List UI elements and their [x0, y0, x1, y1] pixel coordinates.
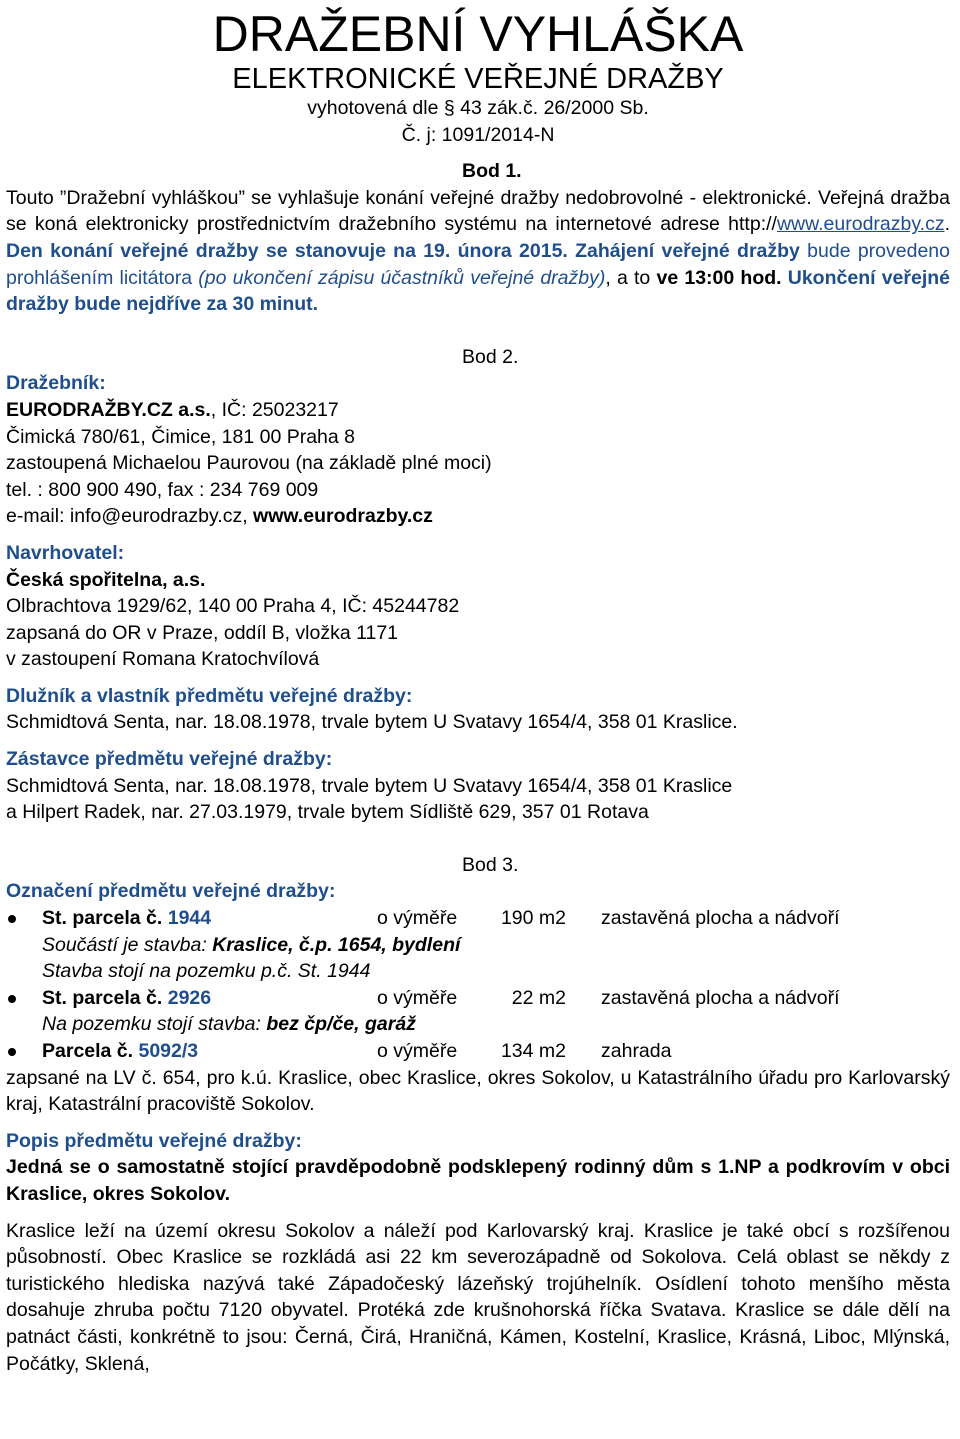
drazebnik-label: Dražebník: [6, 372, 106, 395]
building-note: Součástí je stavba: Kraslice, č.p. 1654, bydlení [42, 933, 461, 956]
navrhovatel-name: Česká spořitelna, a.s. [6, 568, 206, 591]
parcel-number: 2926 [162, 986, 212, 1009]
list-item: Parcela č. 5092/3 o výměře 134 m2 zahrada [6, 1038, 950, 1065]
navrhovatel-registration: zapsaná do OR v Praze, oddíl B, vložka 1171 [6, 621, 399, 644]
drazebnik-name-line: EURODRAŽBY.CZ a.s., IČ: 25023217 [6, 398, 339, 421]
parcel-area: 190 m2 [500, 907, 566, 930]
popis-description: Kraslice leží na území okresu Sokolov a náleží pod Karlovarský kraj. Kraslice je také obcí s rozšířenou působností. Obec Kraslice se rozkládá asi 22 km severozápadně od Sokolova. Celá oblast se někdy z turistického hlediska nazývá také Západočeský lázeňský trojúhelník. Osídlení tohoto menšího města dosahuje zhruba počtu 7120 obyvatel. Protéká zde krušnohorská říčka Svatava. Kraslice se dále dělí na patnáct části, konkrétně to jsou: Černá, Čirá, Hraničná, Kámen, Kostelní, Kraslice, Krásná, Liboc, Mlýnská, Počátky, Sklená, [6, 1219, 950, 1375]
popis-label: Popis předmětu veřejné dražby: [6, 1129, 302, 1152]
case-number: Č. j: 1091/2014-N [401, 123, 555, 146]
list-item: St. parcela č. 1944 o výměře 190 m2 zastavěná plocha a nádvoří [6, 905, 950, 932]
navrhovatel-label: Navrhovatel: [6, 541, 125, 564]
popis-summary: Jedná se o samostatně stojící pravděpodobně podsklepený rodinný dům s 1.NP a podkrovím v obci Kraslice, okres Sokolov. [6, 1156, 950, 1205]
parcel-number: 1944 [162, 907, 212, 930]
document-subtitle: ELEKTRONICKÉ VEŘEJNÉ DRAŽBY [232, 63, 724, 95]
dluznik-text: Schmidtová Senta, nar. 18.08.1978, trvale bytem U Svatavy 1654/4, 358 01 Kraslice. [6, 711, 738, 734]
land-registry-text: zapsané na LV č. 654, pro k.ú. Kraslice, obec Kraslice, okres Sokolov, u Katastrálního úřadu pro Karlovarský kraj, Katastrální pracoviště Sokolov. [6, 1066, 950, 1116]
bod-1-heading: Bod 1. [462, 160, 522, 183]
auction-time: ve 13:00 hod. [656, 266, 782, 289]
auction-start-label: Zahájení veřejné dražby [567, 239, 800, 262]
building-note: Na pozemku stojí stavba: bez čp/če, garáž [42, 1013, 416, 1036]
zastavce-label: Zástavce předmětu veřejné dražby: [6, 748, 333, 771]
parcel-area: 134 m2 [500, 1040, 566, 1062]
bullet-icon [8, 995, 16, 1003]
document-page [0, 5, 958, 1377]
navrhovatel-address: Olbrachtova 1929/62, 140 00 Praha 4, IČ: 45244782 [6, 595, 460, 618]
drazebnik-contact: e-mail: info@eurodrazby.cz, www.eurodrazby.cz [6, 505, 433, 528]
legal-basis: vyhotovená dle § 43 zák.č. 26/2000 Sb. [307, 97, 649, 119]
drazebnik-representative: zastoupená Michaelou Paurovou (na základě plné moci) [6, 452, 492, 475]
auction-date: Den konání veřejné dražby se stanovuje na 19. února 2015. [6, 239, 568, 262]
oznaceni-label: Označení předmětu veřejné dražby: [6, 880, 336, 903]
parcel-area: 22 m2 [511, 986, 566, 1009]
list-item: St. parcela č. 2926 o výměře 22 m2 zastavěná plocha a nádvoří [6, 985, 950, 1012]
navrhovatel-representative: v zastoupení Romana Kratochvílová [6, 648, 320, 671]
drazebnik-phone: tel. : 800 900 490, fax : 234 769 009 [6, 478, 319, 501]
bod-3-heading: Bod 3. [462, 853, 519, 876]
dluznik-label: Dlužník a vlastník předmětu veřejné dražby: [6, 684, 413, 707]
bod-2-heading: Bod 2. [462, 345, 519, 368]
registration-note: (po ukončení zápisu účastníků veřejné dražby) [198, 266, 606, 289]
bullet-icon [8, 915, 16, 923]
drazebnik-address: Čimická 780/61, Čimice, 181 00 Praha 8 [6, 425, 356, 448]
drazebnik-web: www.eurodrazby.cz [253, 505, 433, 528]
building-location-note: Stavba stojí na pozemku p.č. St. 1944 [42, 960, 371, 983]
auction-end-note: Ukončení veřejné dražby bude nejdříve za 30 minut. [6, 266, 951, 316]
bod-1-paragraph: Touto ”Dražební vyhláškou” se vyhlašuje konání veřejné dražby nedobrovolné - elektronické. Veřejná dražba se koná elektronicky prostřednictvím dražebního systému na internetové adrese http://www.eurodrazby.cz. Den konání veřejné dražby se stanovuje na 19. února 2015. Zahájení veřejné dražby bude provedeno prohlášením licitátora (po ukončení zápisu účastníků veřejné dražby), a to ve 13:00 hod. Ukončení veřejné dražby bude nejdříve za 30 minut. [6, 186, 951, 316]
bod-1-intro: Touto ”Dražební vyhláškou” se vyhlašuje konání veřejné dražby nedobrovolné - elektronické. Veřejná dražba se koná elektronicky prostřednictvím dražebního systému na internetové adrese http:// [6, 186, 950, 236]
parcel-type: zastavěná plocha a nádvoří [601, 986, 840, 1009]
parcel-number: 5092/3 [133, 1040, 199, 1062]
parcel-type: zastavěná plocha a nádvoří [601, 907, 840, 930]
document-title: DRAŽEBNÍ VYHLÁŠKA [212, 6, 744, 62]
drazebnik-name: EURODRAŽBY.CZ a.s. [6, 398, 211, 421]
bullet-icon [8, 1048, 16, 1056]
parcel-type: zahrada [601, 1040, 672, 1062]
parcel-list [6, 905, 950, 1065]
auction-website-link[interactable]: www.eurodrazby.cz [776, 213, 945, 236]
zastavce-line-2: a Hilpert Radek, nar. 27.03.1979, trvale bytem Sídliště 629, 357 01 Rotava [6, 801, 649, 824]
zastavce-line-1: Schmidtová Senta, nar. 18.08.1978, trvale bytem U Svatavy 1654/4, 358 01 Kraslice [6, 774, 733, 797]
